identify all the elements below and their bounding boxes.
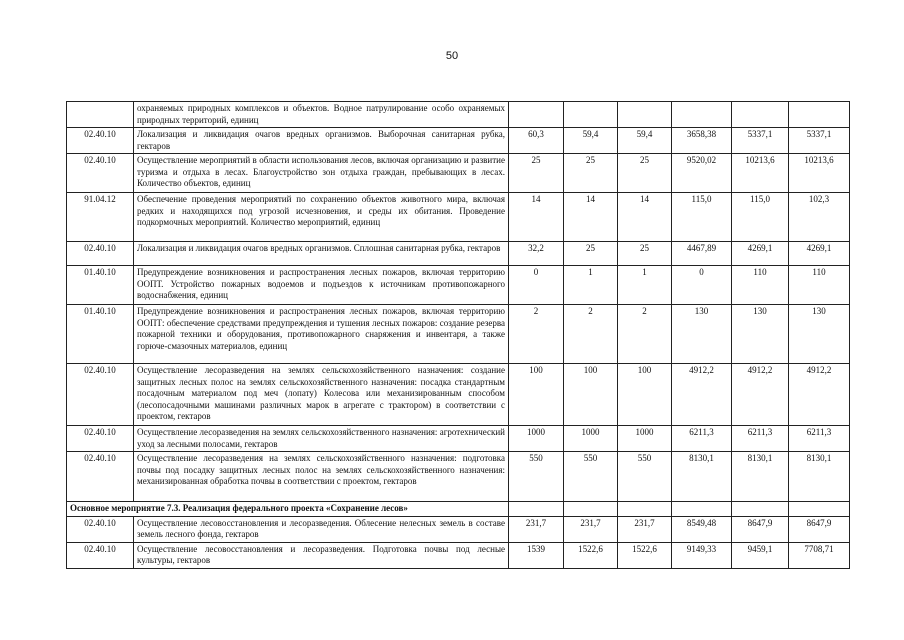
measure-description: Предупреждение возникновения и распространения лесных пожаров, включая территорию ООПТ. Устройство пожарных водоемов и подъездов к источникам противопожарного водоснабжения, единиц	[134, 266, 509, 305]
value-cell-v6: 10213,6	[789, 154, 850, 193]
section-empty-cell	[789, 502, 850, 517]
value-cell-v3: 14	[618, 193, 672, 242]
value-cell-v2: 231,7	[564, 516, 618, 542]
activity-code: 02.40.10	[67, 242, 134, 266]
value-cell-v1: 14	[509, 193, 564, 242]
value-cell-v4: 6211,3	[672, 426, 732, 452]
table-row	[67, 128, 850, 154]
value-cell-v1: 25	[509, 154, 564, 193]
value-cell-v1: 1539	[509, 542, 564, 568]
value-cell-v1: 32,2	[509, 242, 564, 266]
activity-code: 02.40.10	[67, 542, 134, 568]
value-cell-v6: 7708,71	[789, 542, 850, 568]
value-cell-v2: 25	[564, 242, 618, 266]
table-body	[67, 102, 850, 569]
value-cell-v3: 100	[618, 364, 672, 426]
section-header-row	[67, 502, 850, 517]
value-cell-v6: 130	[789, 305, 850, 364]
value-cell-v6	[789, 102, 850, 128]
value-cell-v1: 2	[509, 305, 564, 364]
activity-code: 02.40.10	[67, 364, 134, 426]
value-cell-v2: 59,4	[564, 128, 618, 154]
value-cell-v6: 4912,2	[789, 364, 850, 426]
value-cell-v4: 4467,89	[672, 242, 732, 266]
value-cell-v6: 8130,1	[789, 452, 850, 502]
measure-description: Осуществление лесовосстановления и лесоразведения. Подготовка почвы под лесные культуры, гектаров	[134, 542, 509, 568]
value-cell-v5: 6211,3	[732, 426, 789, 452]
measure-description: Осуществление лесоразведения на землях сельскохозяйственного назначения: подготовка почвы под посадку защитных лесных полос на землях сельскохозяйственного назначения: механизированная обработка почвы в соответствии с проектом, гектаров	[134, 452, 509, 502]
measure-description: Осуществление лесоразведения на землях сельскохозяйственного назначения: агротехнический уход за лесными полосами, гектаров	[134, 426, 509, 452]
value-cell-v2: 2	[564, 305, 618, 364]
table-row	[67, 452, 850, 502]
activity-code: 02.40.10	[67, 154, 134, 193]
section-title: Основное мероприятие 7.3. Реализация федерального проекта «Сохранение лесов»	[67, 502, 509, 517]
value-cell-v5: 10213,6	[732, 154, 789, 193]
value-cell-v1: 1000	[509, 426, 564, 452]
value-cell-v2	[564, 102, 618, 128]
table-row	[67, 102, 850, 128]
measure-description: Осуществление лесовосстановления и лесоразведения. Облесение нелесных земель в составе земель лесного фонда, гектаров	[134, 516, 509, 542]
measure-description: Локализация и ликвидация очагов вредных организмов. Сплошная санитарная рубка, гектаров	[134, 242, 509, 266]
table-row	[67, 305, 850, 364]
value-cell-v3: 1522,6	[618, 542, 672, 568]
section-empty-cell	[564, 502, 618, 517]
value-cell-v1: 60,3	[509, 128, 564, 154]
value-cell-v3: 550	[618, 452, 672, 502]
value-cell-v4: 8549,48	[672, 516, 732, 542]
table-row	[67, 266, 850, 305]
value-cell-v3: 1000	[618, 426, 672, 452]
value-cell-v1: 550	[509, 452, 564, 502]
value-cell-v2: 25	[564, 154, 618, 193]
value-cell-v5: 4269,1	[732, 242, 789, 266]
activity-code: 91.04.12	[67, 193, 134, 242]
value-cell-v4: 4912,2	[672, 364, 732, 426]
value-cell-v6: 8647,9	[789, 516, 850, 542]
value-cell-v2: 1	[564, 266, 618, 305]
activity-code: 02.40.10	[67, 128, 134, 154]
value-cell-v4	[672, 102, 732, 128]
value-cell-v2: 14	[564, 193, 618, 242]
value-cell-v5: 130	[732, 305, 789, 364]
section-empty-cell	[672, 502, 732, 517]
measure-description: охраняемых природных комплексов и объектов. Водное патрулирование особо охраняемых природных территорий, единиц	[134, 102, 509, 128]
value-cell-v3: 25	[618, 154, 672, 193]
value-cell-v6: 6211,3	[789, 426, 850, 452]
measures-table	[66, 101, 850, 569]
measure-description: Обеспечение проведения мероприятий по сохранению объектов животного мира, включая редких и находящихся под угрозой исчезновения, и среды их обитания. Проведение подкормочных мероприятий. Количество мероприятий, единиц	[134, 193, 509, 242]
table-row	[67, 242, 850, 266]
value-cell-v5: 8647,9	[732, 516, 789, 542]
section-empty-cell	[509, 502, 564, 517]
activity-code: 01.40.10	[67, 266, 134, 305]
value-cell-v3: 2	[618, 305, 672, 364]
value-cell-v5: 5337,1	[732, 128, 789, 154]
measure-description: Осуществление лесоразведения на землях сельскохозяйственного назначения: создание защитных лесных полос на землях сельскохозяйственного назначения: посадка стандартным посадочным материалом под меч (лопату) Колесова или механизированным способом (лесопосадочными машинами различных марок в агрегате с трактором) в соответствии с проектом, гектаров	[134, 364, 509, 426]
activity-code: 02.40.10	[67, 426, 134, 452]
table-row	[67, 154, 850, 193]
activity-code: 02.40.10	[67, 452, 134, 502]
value-cell-v4: 9520,02	[672, 154, 732, 193]
value-cell-v6: 102,3	[789, 193, 850, 242]
measure-description: Предупреждение возникновения и распространения лесных пожаров, включая территорию ООПТ: обеспечение средствами предупреждения и тушения лесных пожаров: создание резерва пожарной техники и оборудования, противопожарного снаряжения и инвентаря, а также горюче-смазочных материалов, единиц	[134, 305, 509, 364]
value-cell-v4: 3658,38	[672, 128, 732, 154]
value-cell-v4: 0	[672, 266, 732, 305]
value-cell-v3: 1	[618, 266, 672, 305]
value-cell-v6: 110	[789, 266, 850, 305]
value-cell-v2: 550	[564, 452, 618, 502]
value-cell-v5	[732, 102, 789, 128]
value-cell-v1: 0	[509, 266, 564, 305]
value-cell-v4: 8130,1	[672, 452, 732, 502]
value-cell-v1: 100	[509, 364, 564, 426]
activity-code: 02.40.10	[67, 516, 134, 542]
value-cell-v1	[509, 102, 564, 128]
value-cell-v4: 115,0	[672, 193, 732, 242]
value-cell-v5: 110	[732, 266, 789, 305]
activity-code	[67, 102, 134, 128]
value-cell-v3	[618, 102, 672, 128]
value-cell-v2: 100	[564, 364, 618, 426]
value-cell-v5: 4912,2	[732, 364, 789, 426]
value-cell-v4: 9149,33	[672, 542, 732, 568]
table-row	[67, 193, 850, 242]
table-row	[67, 426, 850, 452]
page-number: 50	[445, 50, 459, 62]
value-cell-v3: 25	[618, 242, 672, 266]
value-cell-v4: 130	[672, 305, 732, 364]
table-row	[67, 542, 850, 568]
value-cell-v3: 59,4	[618, 128, 672, 154]
value-cell-v1: 231,7	[509, 516, 564, 542]
value-cell-v6: 4269,1	[789, 242, 850, 266]
value-cell-v5: 8130,1	[732, 452, 789, 502]
value-cell-v5: 115,0	[732, 193, 789, 242]
activity-code: 01.40.10	[67, 305, 134, 364]
measure-description: Осуществление мероприятий в области использования лесов, включая организацию и развитие туризма и отдыха в лесах. Благоустройство зон отдыха граждан, пребывающих в лесах. Количество объектов, единиц	[134, 154, 509, 193]
value-cell-v2: 1000	[564, 426, 618, 452]
table-row	[67, 364, 850, 426]
value-cell-v3: 231,7	[618, 516, 672, 542]
measure-description: Локализация и ликвидация очагов вредных организмов. Выборочная санитарная рубка, гектаров	[134, 128, 509, 154]
value-cell-v6: 5337,1	[789, 128, 850, 154]
section-empty-cell	[732, 502, 789, 517]
value-cell-v5: 9459,1	[732, 542, 789, 568]
table-row	[67, 516, 850, 542]
value-cell-v2: 1522,6	[564, 542, 618, 568]
section-empty-cell	[618, 502, 672, 517]
